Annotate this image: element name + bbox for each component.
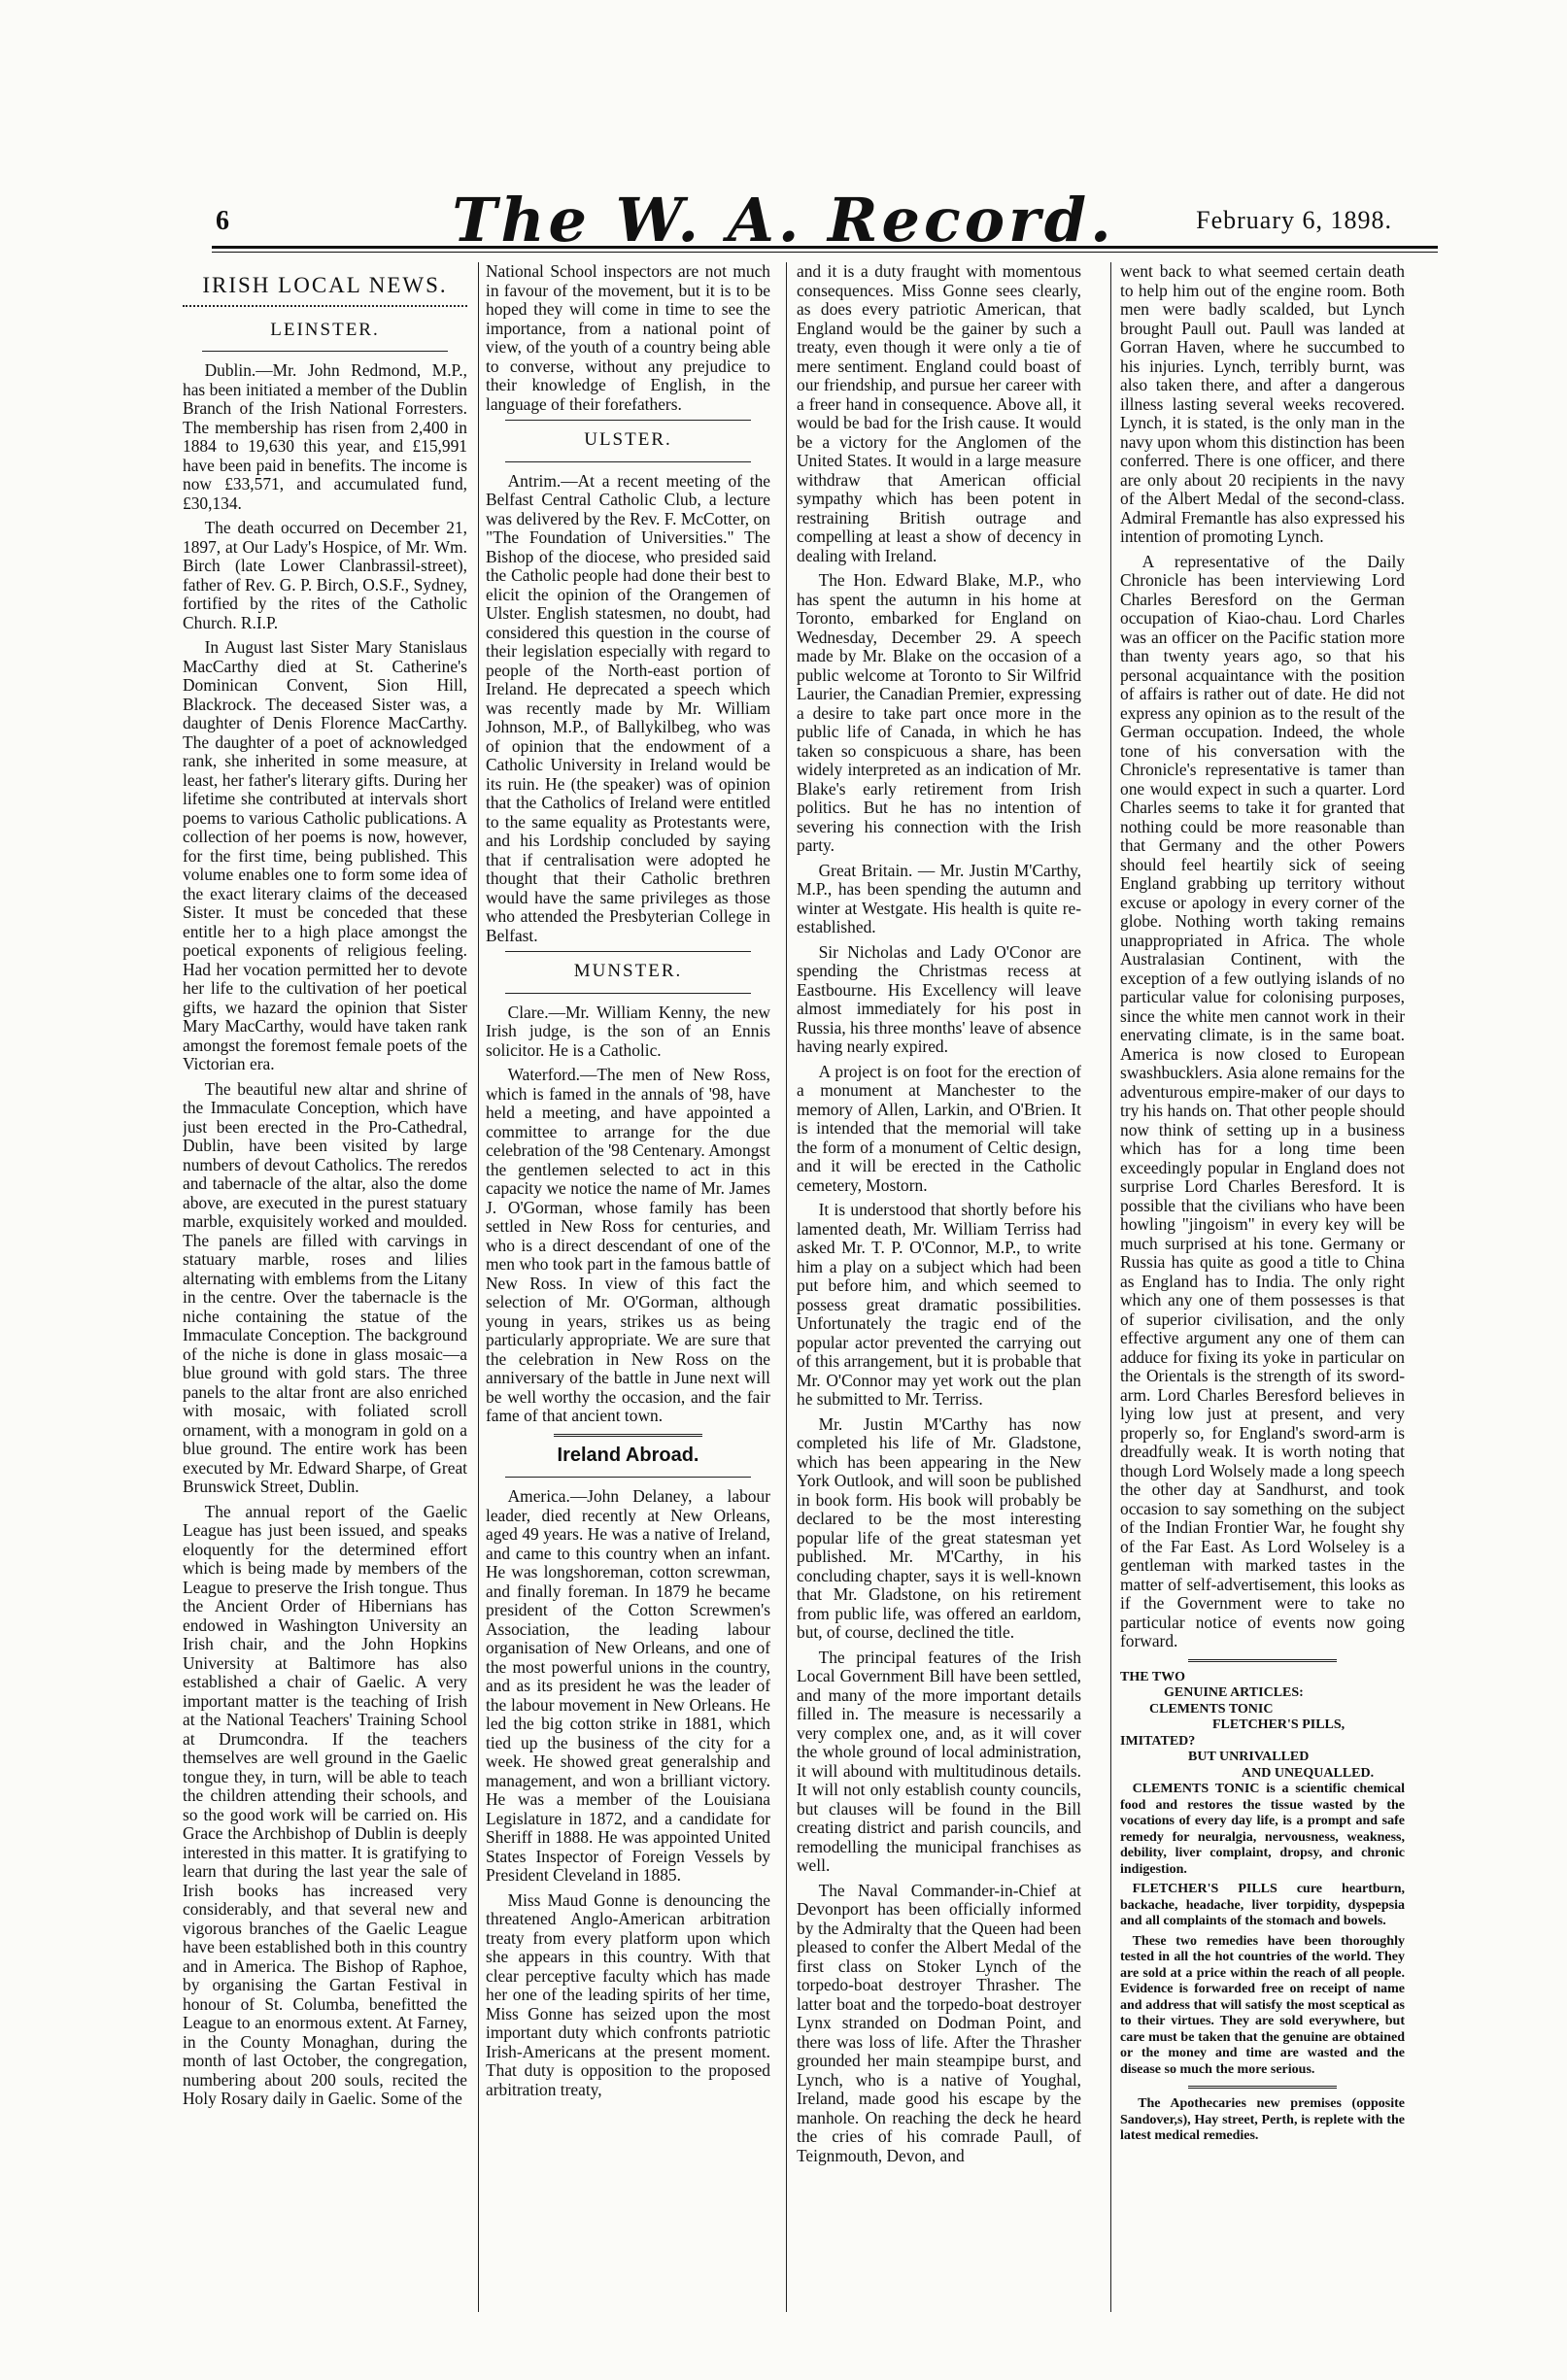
article-paragraph: The beautiful new altar and shrine of the Immaculate Conception, which have just been erected in the Pro-Cathedral, Dublin, have been visited by large numbers of devout Catholics. The reredos and tabernacle of the altar, also the dome above, are executed in the purest statuary marble, exquisitely worked and moulded. The panels are filled with carvings in statuary marble, roses and lilies alternating with emblems from the Litany in the centre. Over the tabernacle is the niche containing the statue of the Immaculate Conception. The background of the niche is done in glass mosaic—a blue ground with gold stars. The three panels to the altar front are also enriched with mosaic, with foliated scroll ornament, with a monogram in gold on a blue ground. The entire work has been executed by Mr. Edward Sharpe, of Great Brunswick Street, Dublin. xyxy=(183,1078,467,1496)
article-paragraph: Antrim.—At a recent meeting of the Belfast Central Catholic Club, a lecture was delivered by the Rev. F. McCotter, on "The Foundation of Universities." The Bishop of the diocese, who presided said the Catholic people had done their best to elicit the opinion of the Orangemen of Ulster. English statesmen, no doubt, had considered this question in the course of their legislation especially with regard to people of the North-east portion of Ireland. He deprecated a speech which was recently made by Mr. William Johnson, M.P., of Ballykilbeg, who was of opinion that the endowment of a Catholic University in Ireland would be its ruin. He (the speaker) was of opinion that the Catholics of Ireland were entitled to the same equality as Protestants were, and his Lordship concluded by saying that if centralisation were adopted he thought that their Catholic brethren would have the same privileges as those who attended the Presbyterian College in Belfast. xyxy=(486,470,770,945)
article-paragraph: Mr. Justin M'Carthy has now completed his life of Mr. Gladstone, which has been appearing in the New York Outlook, and will soon be published in book form. His book will probably be declared to be the most interesting popular life of the great statesman yet published. Mr. M'Carthy, in his concluding chapter, says it is well-known that Mr. Gladstone, on his retirement from public life, was offered an earldom, but, of course, declined the title. xyxy=(797,1413,1081,1642)
masthead: The W. A. Record. xyxy=(452,185,1115,255)
divider xyxy=(1188,1659,1337,1662)
article-paragraph: The Hon. Edward Blake, M.P., who has spent the autumn in his home at Toronto, embarked for England on Wednesday, December 29. A speech made by Mr. Blake on the occasion of a public welcome at Toronto to Sir Wilfrid Laurier, the Canadian Premier, expressing a desire to take part once more in the public life of Canada, in which he has taken so conspicuous a share, has been widely interpreted as an indication of Mr. Blake's early retirement from Irish politics. But he has no intention of severing his connection with the Irish party. xyxy=(797,570,1081,855)
ad-line: CLEMENTS TONIC xyxy=(1149,1701,1274,1717)
article-paragraph: Dublin.—Mr. John Redmond, M.P., has been initiated a member of the Dublin Branch of the Irish National Forresters. The membership has risen from 2,400 in 1884 to 19,630 this year, and £15,991 have been paid in benefits. The income is now £33,571, and accumulated fund, £30,134. xyxy=(183,360,467,513)
article-paragraph: A project is on foot for the erection of a monument at Manchester to the memory of Allen, Larkin, and O'Brien. It is intended that the memorial will take the form of a monument of Celtic design, and it will be erected in the Catholic cemetery, Mostorn. xyxy=(797,1061,1081,1195)
ad-line: THE TWO xyxy=(1120,1669,1186,1684)
column-rule xyxy=(478,262,479,2312)
subsection-heading: MUNSTER. xyxy=(573,961,683,981)
ad-line: IMITATED? xyxy=(1120,1733,1196,1749)
article-paragraph: went back to what seemed certain death to help him out of the engine room. Both men were badly scalded, but Lynch brought Paull out. Paull was landed at Gorran Haven, where he succumbed to his injuries. Lynch, terribly burnt, was also taken there, and after a dangerous illness lasting several weeks recovered. Lynch, it is stated, is the only man in the navy upon whom this distinction has been conferred. There is one officer, and there are only about 20 recipients in the navy of the Albert Medal of the second-class. Admiral Fremantle has also expressed his intention of promoting Lynch. xyxy=(1120,262,1405,546)
ad-paragraph: These two remedies have been thoroughly tested in all the hot countries of the world. They are sold at a price within the reach of all people. Evidence is forwarded free on receipt of name and address that will satisfy the most sceptical as to their virtues. They are sold everywhere, but care must be taken that the genuine are obtained or the money and time are wasted and the disease so much the more serious. xyxy=(1120,1933,1405,2077)
issue-date: February 6, 1898. xyxy=(1196,206,1392,234)
article-paragraph: A representative of the Daily Chronicle has been interviewing Lord Charles Beresford on the German occupation of Kiao-chau. Lord Charles was an officer on the Pacific station more than twenty years ago, so that his personal acquaintance with the position of affairs is rather out of date. He did not express any opinion as to the result of the German occupation. Indeed, the whole tone of his conversation with the Chronicle's representative is tamer than one would expect in such a quarter. Lord Charles seems to take it for granted that nothing could be more reasonable than that Germany and the other Powers should feel heartily sick of seeing England grabbing up territory without excuse or apology in every corner of the globe. Nothing worth taking remains unappropriated in Africa. The whole Australasian Continent, with the exception of a few outlying islands of no particular value for colonising purposes, since the white men cannot work in their enervating climate, is in the same boat. America is now closed to European swashbucklers. Asia alone remains for the adventurous empire-maker of our days to try his hands on. That other people should now think of setting up in a business which has for a long time been exceedingly popular in England does not surprise Lord Charles Beresford. It is possible that the civilians who have been howling "jingoism" in every key will be much surprised at his tone. Germany or Russia has quite as good a title to China as England has to India. The only right which any one of them possesses is that of superior civilisation, and the only effective argument any one of them can adduce for fixing its yoke in particular on the Orientals is the strength of its sword-arm. Lord Charles Beresford believes in lying low just at present, and very properly so, for England's sword-arm is dreadfully weak. It is worth noting that though Lord Wolsely made a long speech the other day at Sandhurst, and took occasion to say something on the subject of the Indian Frontier War, he fought shy of the Far East. As Lord Wolseley is a gentleman with marked tastes in the matter of self-advertisement, this looks as if the Government were to take no particular notice of events now going forward. xyxy=(1120,551,1405,1650)
ad-line: BUT UNRIVALLED xyxy=(1188,1750,1310,1764)
ad-line: FLETCHER'S PILLS, xyxy=(1212,1717,1346,1732)
article-paragraph: Sir Nicholas and Lady O'Conor are spending the Christmas recess at Eastbourne. His Excellency will leave almost immediately for his post in Russia, his three months' leave of absence having nearly expired. xyxy=(797,941,1081,1056)
ad-line: GENUINE ARTICLES: xyxy=(1164,1685,1304,1700)
article-paragraph: and it is a duty fraught with momentous consequences. Miss Gonne sees clearly, as does every patriotic American, that England would be the gainer by such a treaty, even though it were only a tie of mere sentiment. England could boast of our friendship, and pursue her career with a freer hand in consequence. Above all, it would be bad for the Irish cause. It would be a victory for the Anglomen of the United States. It would in a large measure withdraw that American official sympathy which has been potent in restraining British outrage and compelling at least a show of decency in dealing with Ireland. xyxy=(797,262,1081,565)
ad-paragraph: FLETCHER'S PILLS cure heartburn, backache, headache, liver torpidity, dyspepsia and all complaints of the stomach and bowels. xyxy=(1120,1882,1405,1928)
subsection-heading: Ireland Abroad. xyxy=(557,1444,699,1466)
article-paragraph: Clare.—Mr. William Kenny, the new Irish judge, is the son of an Ennis solicitor. He is a Catholic. xyxy=(486,1002,770,1060)
article-paragraph: The annual report of the Gaelic League has just been issued, and speaks eloquently for the determined effort which is being made by members of the League to preserve the Irish tongue. Thus the Ancient Order of Hibernians has endowed in Washington University an Irish chair, and the John Hopkins University at Baltimore has also established a chair of Gaelic. A very important matter is the teaching of Irish at the National Teachers' Training School at Drumcondra. If the teachers themselves are well ground in the Gaelic tongue they, in turn, will be able to teach the children attending their schools, and so the good work will be carried on. His Grace the Archbishop of Dublin is deeply interested in this matter. It is gratifying to learn that during the last year the sale of Irish books has increased very considerably, and that several new and vigorous branches of the Gaelic League have been established both in this country and in America. The Bishop of Raphoe, by organising the Gartan Festival in honour of St. Columba, benefitted the League to an enormous extent. At Farney, in the County Monaghan, during the month of last October, the congregation, numbering about 200 souls, recited the Holy Rosary daily in Gaelic. Some of the xyxy=(183,1501,467,2108)
header-rule xyxy=(212,246,1438,249)
column-2 xyxy=(486,262,770,2307)
column-rule xyxy=(786,262,787,2312)
ad-paragraph: CLEMENTS TONIC is a scientific chemical food and restores the tissue wasted by the vocations of every day life, is a prompt and safe remedy for neuralgia, nervousness, weakness, debility, liver complaint, dropsy, and chronic indigestion. xyxy=(1120,1782,1405,1877)
header-rule-thin xyxy=(212,252,1438,253)
divider xyxy=(505,951,751,952)
article-paragraph: The death occurred on December 21, 1897, at Our Lady's Hospice, of Mr. Wm. Birch (late Lower Clanbrassil-street), father of Rev. G. P. Birch, O.S.F., Sydney, fortified by the rites of the Catholic Church. R.I.P. xyxy=(183,518,467,632)
divider xyxy=(202,351,448,352)
column-rule xyxy=(1110,262,1111,2312)
advertisement xyxy=(1120,1670,1405,2079)
ad-line: AND UNEQUALLED. xyxy=(1242,1765,1375,1781)
article-paragraph: The principal features of the Irish Local Government Bill have been settled, and many of the more important details filled in. The measure is necessarily a very complex one, and, as it will cover the whole ground of local administration, it will abound with multitudinous details. It will not only establish county councils, but clauses will be found in the Bill creating district and parish councils, and remodelling the municipal franchises as well. xyxy=(797,1647,1081,1875)
divider xyxy=(505,1477,751,1478)
divider xyxy=(505,993,751,994)
article-paragraph: Waterford.—The men of New Ross, which is famed in the annals of '98, have held a meeting, and have appointed a committee to arrange for the due celebration of the '98 Centenary. Amongst the gentlemen selected to act in this capacity we notice the name of Mr. James J. O'Gorman, whose family has been settled in New Ross for centuries, and who is a direct descendant of one of the men who took part in the famous battle of New Ross. In view of this fact the selection of Mr. O'Gorman, although young in years, strikes us as being particularly appropriate. We are sure that the celebration in New Ross on the anniversary of the battle in June next will be well worthy the occasion, and the fair fame of that ancient town. xyxy=(486,1065,770,1425)
section-title: IRISH LOCAL NEWS. xyxy=(202,273,448,297)
divider xyxy=(554,1434,702,1437)
article-paragraph: Great Britain. — Mr. Justin M'Carthy, M.P., has been spending the autumn and winter at Westgate. His health is quite re-established. xyxy=(797,860,1081,936)
column-3 xyxy=(797,262,1081,2307)
column-1 xyxy=(183,262,467,2307)
article-paragraph: The Apothecaries new premises (opposite Sandover,s), Hay street, Perth, is replete with the latest medical remedies. xyxy=(1120,2096,1405,2143)
divider xyxy=(505,461,751,462)
article-paragraph: National School inspectors are not much in favour of the movement, but it is to be hoped they will come in time to see the importance, from a national point of view, of the youth of a country being able to converse, without any prejudice to their knowledge of English, in the language of their forefathers. xyxy=(486,262,770,414)
article-paragraph: In August last Sister Mary Stanislaus MacCarthy died at St. Catherine's Dominican Convent, Sion Hill, Blackrock. The deceased Sister was, a daughter of Denis Florence MacCarthy. The daughter of a poet of acknowledged rank, she inherited in some measure, at least, her father's literary gifts. During her lifetime she contributed at intervals short poems to various Catholic publications. A collection of her poems is now, however, for the first time, being published. This volume enables one to form some idea of the exact literary claims of the deceased Sister. It must be conceded that these entitle her to a high place amongst the poetical exponents of religious feeling. Had her vocation permitted her to devote her life to the cultivation of her poetical gifts, we hazard the opinion that Sister Mary MacCarthy, would have taken rank amongst the foremost female poets of the Victorian era. xyxy=(183,637,467,1073)
article-paragraph: It is understood that shortly before his lamented death, Mr. William Terriss had asked Mr. T. P. O'Connor, M.P., to write him a play on a subject which had been put before him, and which seemed to possess great dramatic possibilities. Unfortunately the tragic end of the popular actor prevented the carrying out of this arrangement, but it is probable that Mr. O'Connor may yet work out the plan he submitted to Mr. Terriss. xyxy=(797,1200,1081,1409)
subsection-heading: LEINSTER. xyxy=(270,319,380,340)
column-4 xyxy=(1120,262,1405,2307)
article-paragraph: Miss Maud Gonne is denouncing the threatened Anglo-American arbitration treaty from every platform upon which she appears in this country. With that clear perceptive faculty which has made her one of the leading spirits of her time, Miss Gonne has seized upon the most important duty which confronts patriotic Irish-Americans at the present moment. That duty is opposition to the proposed arbitration treaty, xyxy=(486,1889,770,2099)
subsection-heading: ULSTER. xyxy=(584,429,672,450)
page-number: 6 xyxy=(216,206,229,236)
divider xyxy=(183,305,467,307)
divider xyxy=(505,420,751,421)
divider xyxy=(1188,2086,1337,2089)
article-paragraph: America.—John Delaney, a labour leader, died recently at New Orleans, aged 49 years. He was a native of Ireland, and came to this country when an infant. He was longshoreman, cotton screwman, and finally foreman. In 1879 he became president of the Cotton Screwmen's Association, the leading labour organisation of New Orleans, and one of the most powerful unions in the country, and as its president he was the leader of the labour movement in New Orleans. He led the big cotton strike in 1881, which tied up the business of the city for a week. He showed great generalship and management, and won a brilliant victory. He was a member of the Louisiana Legislature in 1872, and a candidate for Sheriff in 1888. He was appointed United States Inspector of Foreign Vessels by President Cleveland in 1885. xyxy=(486,1486,770,1885)
article-paragraph: The Naval Commander-in-Chief at Devonport has been officially informed by the Admiralty that the Queen had been pleased to confer the Albert Medal of the first class on Stoker Lynch of the torpedo-boat destroyer Thrasher. The latter boat and the torpedo-boat destroyer Lynx stranded on Dodman Point, and there was loss of life. After the Thrasher grounded her main steampipe burst, and Lynch, who is a native of Youghal, Ireland, made good his escape by the manhole. On reaching the deck he heard the cries of his comrade Paull, of Teignmouth, Devon, and xyxy=(797,1880,1081,2165)
